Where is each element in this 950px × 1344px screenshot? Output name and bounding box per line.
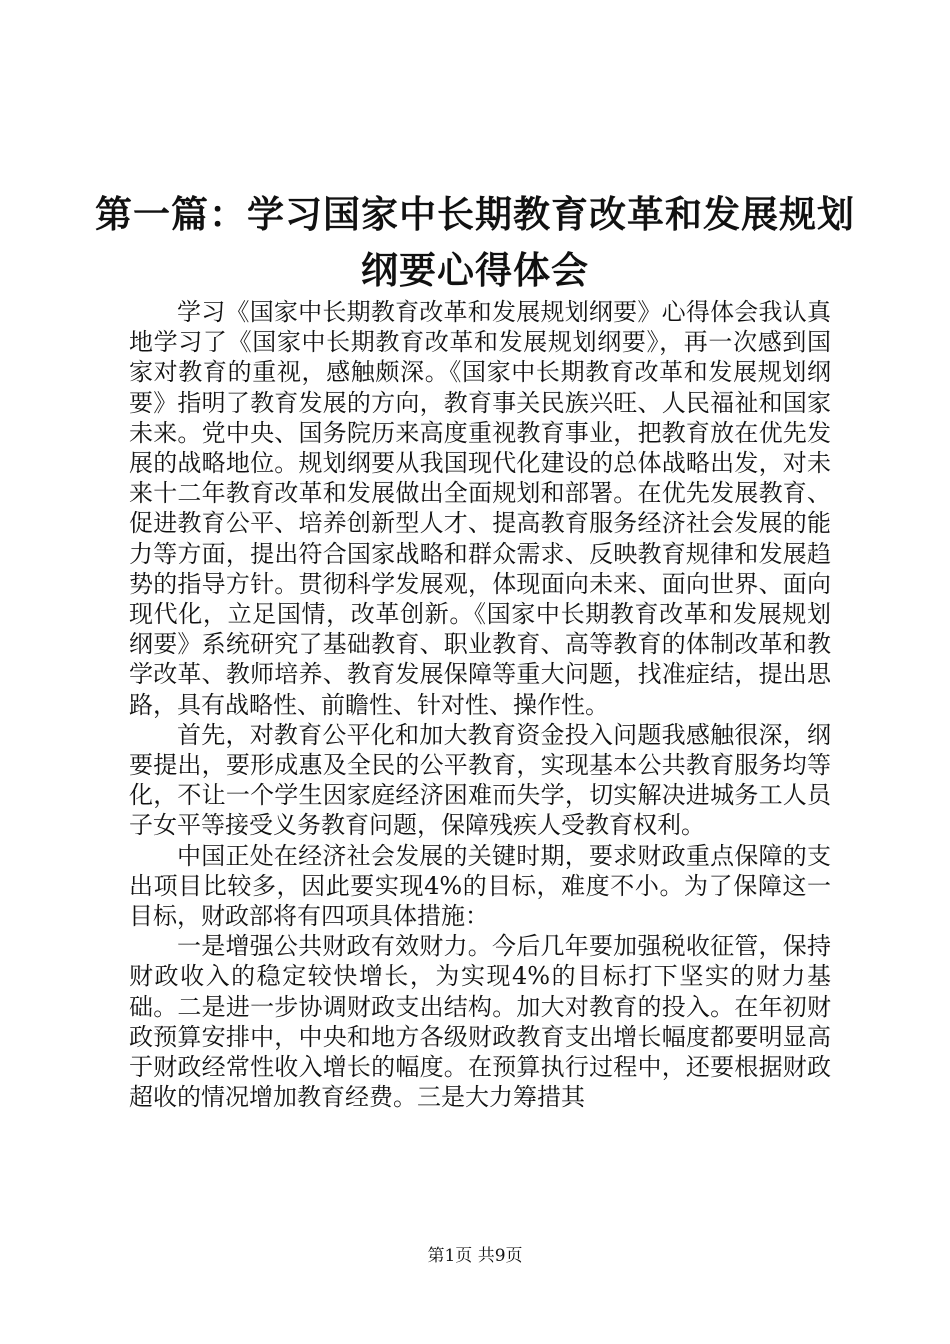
paragraph-3: 中国正处在经济社会发展的关键时期，要求财政重点保障的支出项目比较多，因此要实现4%的目标，难度不小。为了保障这一目标，财政部将有四项具体措施： (129, 841, 831, 931)
document-title-line-1: 第一篇：学习国家中长期教育改革和发展规划 (95, 192, 855, 236)
document-body (129, 297, 831, 1112)
document-title-line-2: 纲要心得体会 (361, 248, 589, 292)
paragraph-2: 首先，对教育公平化和加大教育资金投入问题我感触很深，纲要提出，要形成惠及全民的公平教育，实现基本公共教育服务均等化，不让一个学生因家庭经济困难而失学，切实解决进城务工人员子女平等接受义务教育问题，保障残疾人受教育权利。 (129, 720, 831, 840)
paragraph-4: 一是增强公共财政有效财力。今后几年要加强税收征管，保持财政收入的稳定较快增长，为实现4%的目标打下坚实的财力基础。二是进一步协调财政支出结构。加大对教育的投入。在年初财政预算安排中，中央和地方各级财政教育支出增长幅度都要明显高于财政经常性收入增长的幅度。在预算执行过程中，还要根据财政超收的情况增加教育经费。三是大力筹措其 (129, 932, 831, 1112)
page-footer: 第1页 共9页 (427, 1246, 523, 1266)
paragraph-1: 学习《国家中长期教育改革和发展规划纲要》心得体会我认真地学习了《国家中长期教育改革和发展规划纲要》，再一次感到国家对教育的重视，感触颇深。《国家中长期教育改革和发展规划纲要》指明了教育发展的方向，教育事关民族兴旺、人民福祉和国家未来。党中央、国务院历来高度重视教育事业，把教育放在优先发展的战略地位。规划纲要从我国现代化建设的总体战略出发，对未来十二年教育改革和发展做出全面规划和部署。在优先发展教育、促进教育公平、培养创新型人才、提高教育服务经济社会发展的能力等方面，提出符合国家战略和群众需求、反映教育规律和发展趋势的指导方针。贯彻科学发展观，体现面向未来、面向世界、面向现代化，立足国情，改革创新。《国家中长期教育改革和发展规划纲要》系统研究了基础教育、职业教育、高等教育的体制改革和教学改革、教师培养、教育发展保障等重大问题，找准症结，提出思路，具有战略性、前瞻性、针对性、操作性。 (129, 298, 831, 719)
